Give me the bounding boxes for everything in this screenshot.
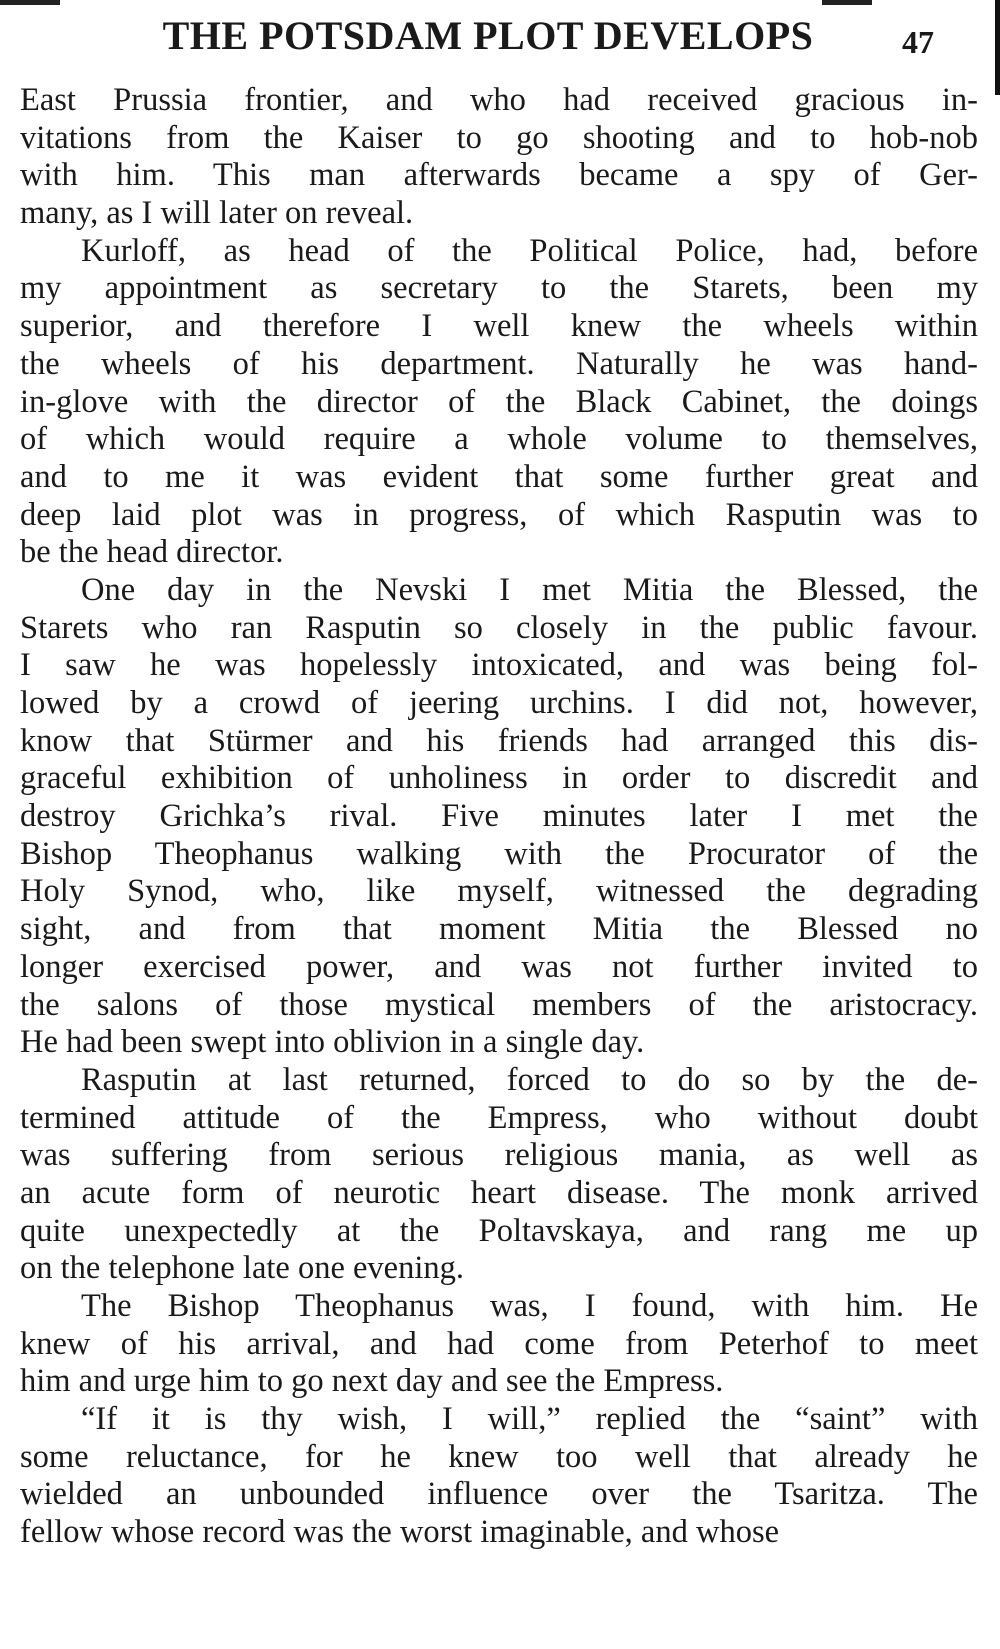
text-line: and to me it was evident that some further great and [20, 458, 978, 495]
text-line: my appointment as secretary to the Starets, been my [20, 270, 978, 307]
paragraph [20, 572, 978, 1062]
text-line: the salons of those mystical members of the aristocracy. [20, 986, 978, 1023]
paragraph [20, 1288, 978, 1401]
scan-edge-mark [995, 0, 1000, 95]
text-line: Rasputin at last returned, forced to do so by the de- [81, 1061, 978, 1098]
text-line: fellow whose record was the worst imaginable, and whose [20, 1514, 780, 1551]
text-line: Holy Synod, who, like myself, witnessed the degrading [20, 873, 978, 910]
text-line: some reluctance, for he knew too well that already he [20, 1438, 978, 1475]
paragraph [20, 1062, 978, 1288]
text-line: He had been swept into oblivion in a single day. [20, 1024, 645, 1061]
text-line: him and urge him to go next day and see the Empress. [20, 1363, 724, 1400]
text-line: quite unexpectedly at the Poltavskaya, and rang me up [20, 1212, 978, 1249]
text-line: wielded an unbounded influence over the Tsaritza. The [20, 1476, 978, 1513]
text-line: know that Stürmer and his friends had arranged this dis- [20, 722, 978, 759]
page-number: 47 [902, 24, 934, 60]
text-line: One day in the Nevski I met Mitia the Blessed, the [81, 571, 978, 608]
text-line: Kurloff, as head of the Political Police, had, before [81, 232, 978, 269]
text-line: lowed by a crowd of jeering urchins. I did not, however, [20, 685, 978, 721]
text-line: graceful exhibition of unholiness in order to discredit and [20, 760, 978, 797]
text-line: I saw he was hopelessly intoxicated, and was being fol- [20, 647, 978, 684]
text-line: sight, and from that moment Mitia the Blessed no [20, 911, 978, 948]
running-title: THE POTSDAM PLOT DEVELOPS [162, 13, 814, 58]
text-line: be the head director. [20, 534, 284, 571]
scan-edge-mark [0, 0, 60, 5]
text-line: termined attitude of the Empress, who without doubt [20, 1099, 978, 1136]
text-line: many, as I will later on reveal. [20, 195, 414, 232]
text-line: Bishop Theophanus walking with the Procurator of the [20, 835, 978, 872]
paragraph [20, 1401, 978, 1552]
scan-edge-mark [822, 0, 872, 5]
page-header [0, 8, 990, 68]
paragraph [20, 233, 978, 572]
text-line: vitations from the Kaiser to go shooting and to hob-nob [20, 119, 978, 156]
text-line: the wheels of his department. Naturally he was hand- [20, 345, 978, 382]
text-line: with him. This man afterwards became a spy of Ger- [20, 157, 978, 194]
text-line: destroy Grichka’s rival. Five minutes later I met the [20, 798, 978, 835]
text-line: East Prussia frontier, and who had received gracious in- [20, 82, 978, 118]
text-line: in-glove with the director of the Black Cabinet, the doings [20, 383, 978, 420]
text-line: Starets who ran Rasputin so closely in the public favour. [20, 609, 978, 646]
text-line: “If it is thy wish, I will,” replied the “saint” with [81, 1401, 978, 1438]
text-line: knew of his arrival, and had come from Peterhof to meet [20, 1325, 978, 1362]
paragraph [20, 82, 978, 233]
text-line: The Bishop Theophanus was, I found, with him. He [81, 1288, 978, 1324]
text-line: an acute form of neurotic heart disease. The monk arrived [20, 1174, 978, 1211]
text-line: superior, and therefore I well knew the wheels within [20, 308, 978, 345]
text-line: was suffering from serious religious mania, as well as [20, 1137, 978, 1174]
text-line: deep laid plot was in progress, of which Rasputin was to [20, 496, 978, 533]
text-line: on the telephone late one evening. [20, 1250, 465, 1287]
text-line: of which would require a whole volume to themselves, [20, 421, 978, 458]
text-line: longer exercised power, and was not further invited to [20, 948, 978, 985]
body-text [20, 82, 978, 1552]
